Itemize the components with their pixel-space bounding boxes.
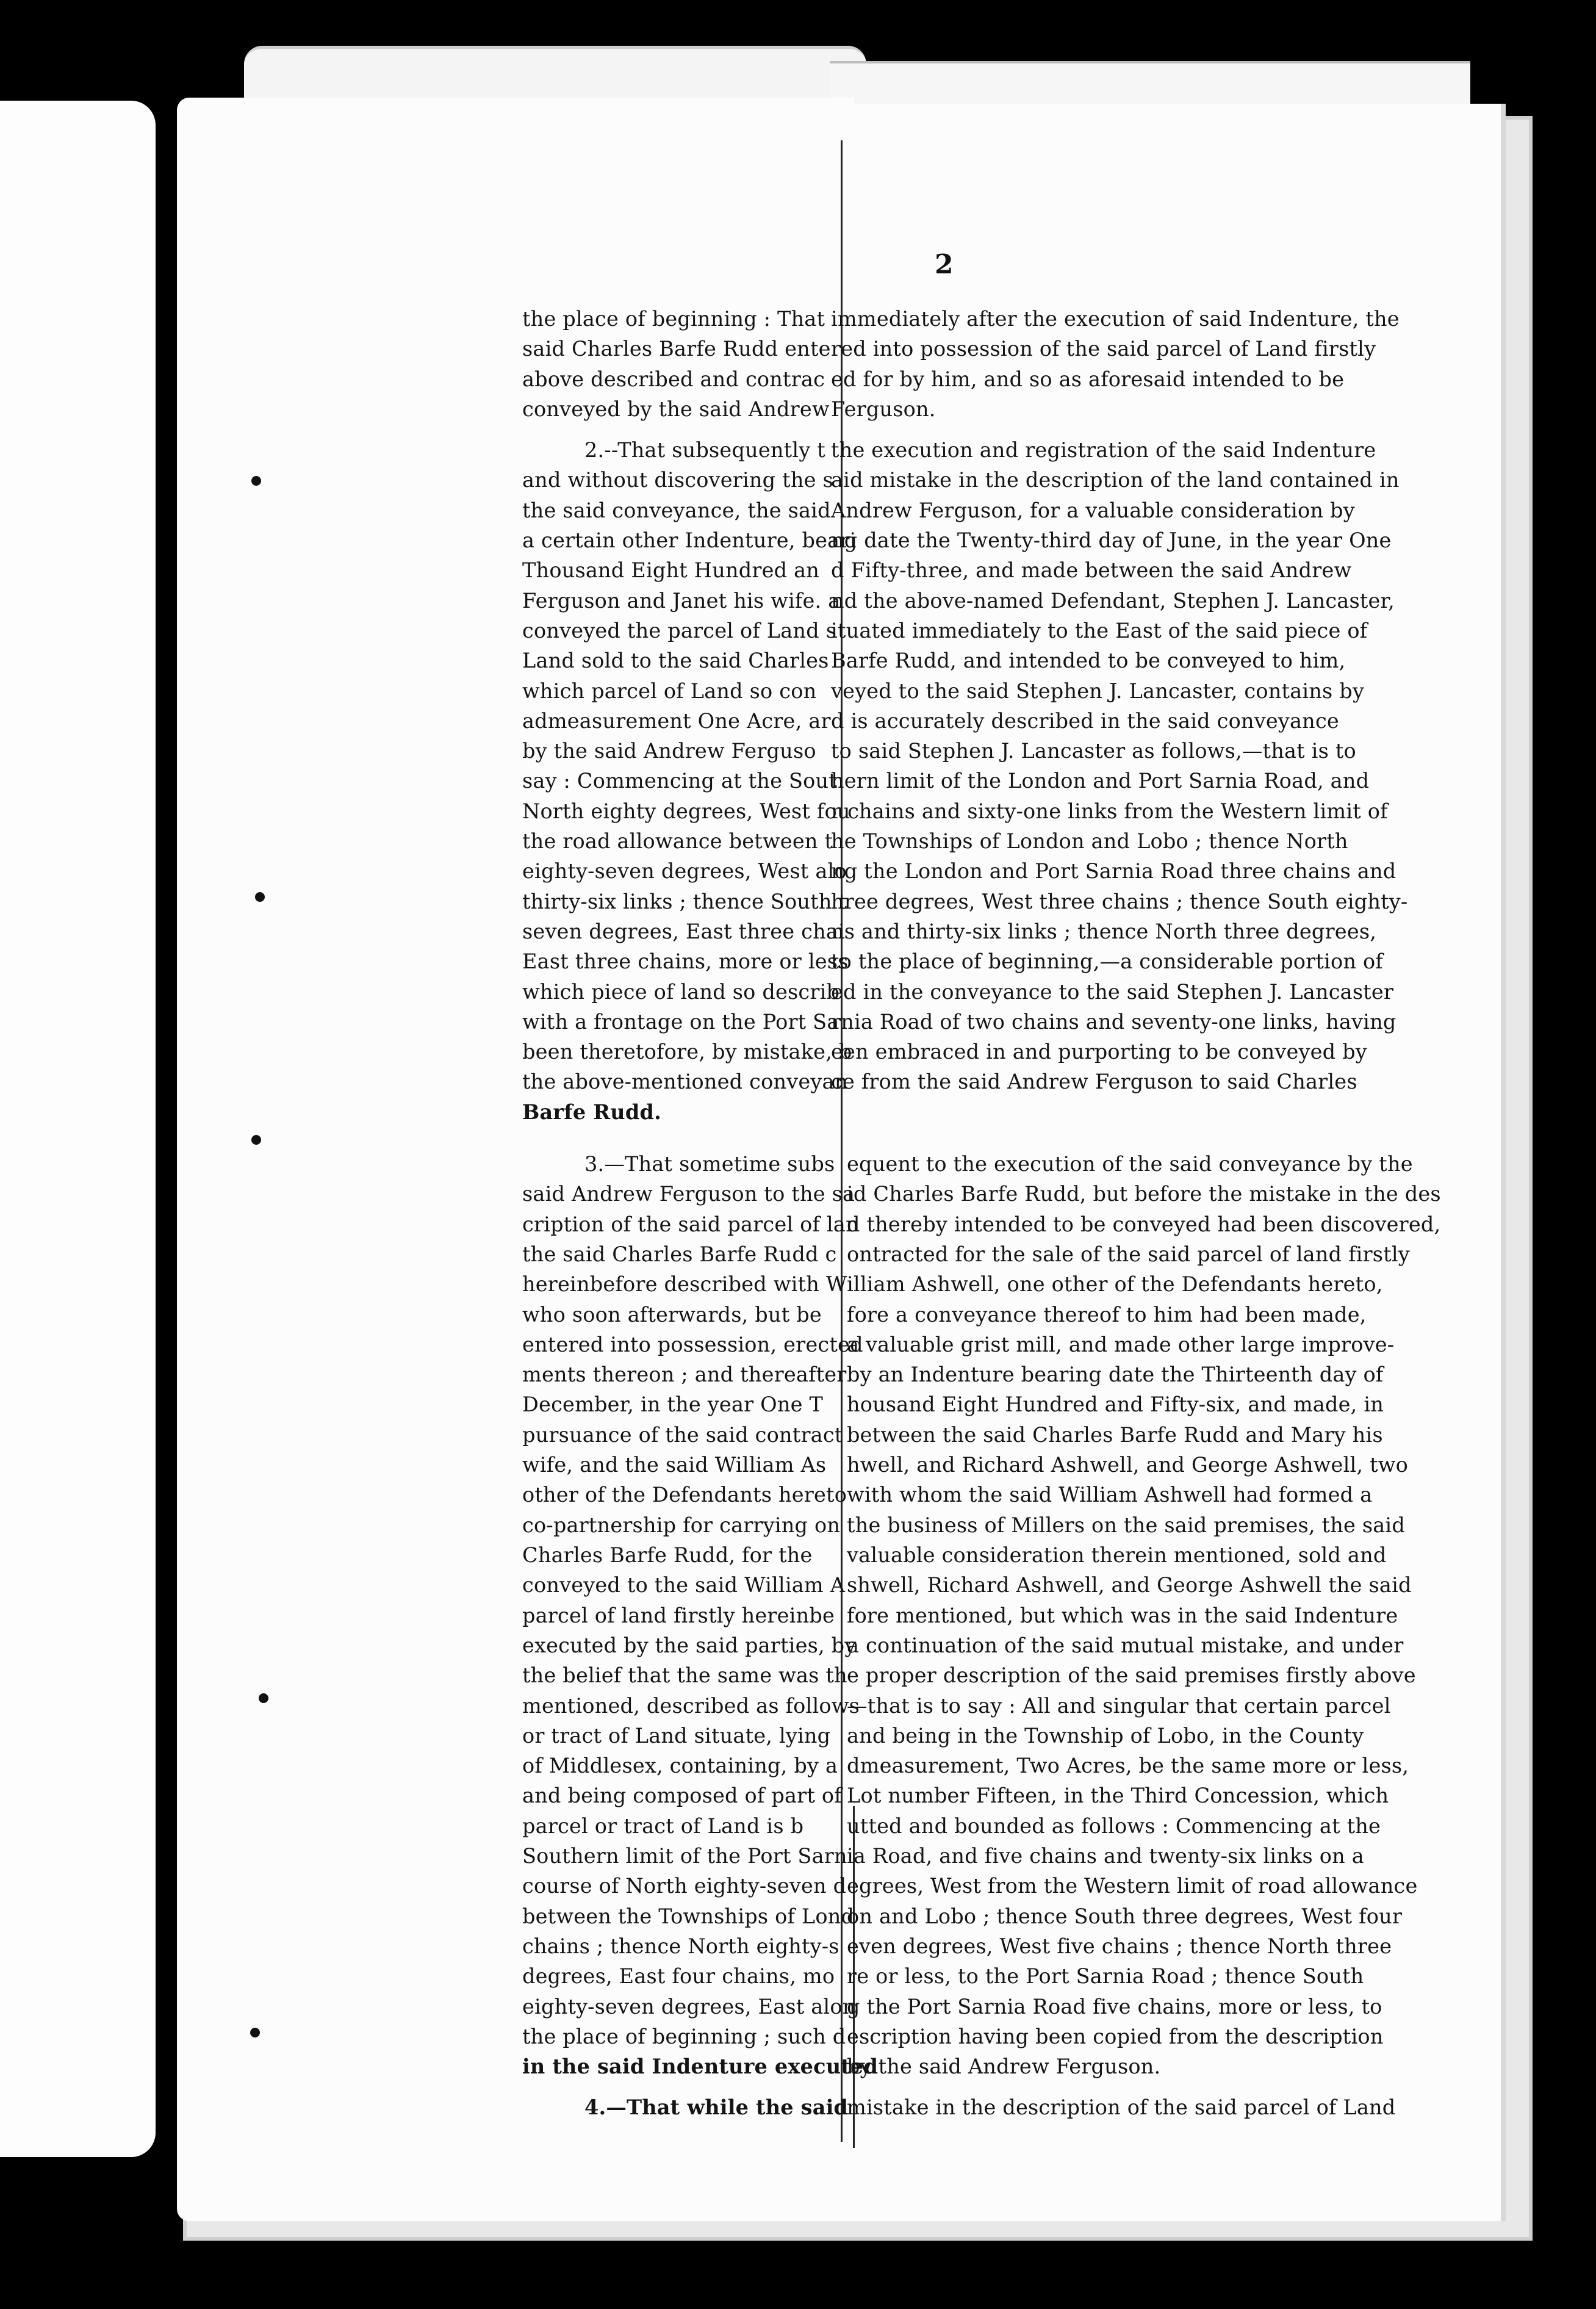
text-line-left-fragment: the belief that the same was th <box>522 1663 847 1687</box>
text-line-right-fragment: ng the London and Port Sarnia Road three chains and <box>831 859 1396 883</box>
text-line-right-fragment: re or less, to the Port Sarnia Road ; thence South <box>847 1964 1364 1988</box>
text-line-right-fragment: a valuable grist mill, and made other large improve- <box>847 1333 1395 1356</box>
text-line-right-fragment: —that is to say : All and singular that certain parcel <box>847 1694 1391 1718</box>
text-line-right-fragment: veyed to the said Stephen J. Lancaster, contains by <box>831 679 1365 703</box>
text-line-left-fragment: cription of the said parcel of lan <box>522 1212 859 1236</box>
text-line-right-fragment: r chains and sixty-one links from the Western limit of <box>831 799 1388 823</box>
binding-hole <box>250 2028 260 2037</box>
text-line-right-fragment: d is accurately described in the said conveyance <box>831 709 1339 733</box>
text-line-right-fragment: red into possession of the said parcel of Land firstly <box>831 337 1376 361</box>
text-line-left-fragment: December, in the year One T <box>522 1392 824 1416</box>
text-line-left-fragment: parcel or tract of Land is b <box>522 1814 804 1838</box>
text-line-right-fragment: hree degrees, West three chains ; thence South eighty- <box>831 890 1408 913</box>
text-line-left-fragment: above described and contrac <box>522 367 825 391</box>
text-line-right-fragment: to said Stephen J. Lancaster as follows,—that is to <box>831 739 1356 763</box>
text-line-right-fragment: by the said Andrew Ferguson. <box>847 2055 1161 2078</box>
text-line-left-fragment: North eighty degrees, West fou <box>522 799 850 823</box>
text-line-left-fragment: and being composed of part of <box>522 1784 842 1807</box>
text-line-right-fragment: a continuation of the said mutual mistake, and under <box>847 1634 1404 1657</box>
text-line-left-fragment: Thousand Eight Hundred an <box>522 558 820 582</box>
text-line-right-fragment: utted and bounded as follows : Commencing at the <box>847 1814 1381 1838</box>
text-line-left-fragment: mentioned, described as follows <box>522 1694 860 1718</box>
text-line-left-fragment: with a frontage on the Port Sa <box>522 1010 839 1034</box>
text-line-right-fragment: on and Lobo ; thence South three degrees, West four <box>847 1904 1403 1928</box>
text-line-left-fragment: course of North eighty-seven d <box>522 1874 847 1898</box>
text-line-left-fragment: admeasurement One Acre, ar <box>522 709 831 733</box>
text-line-right-fragment: e proper description of the said premises firstly above <box>847 1663 1416 1687</box>
text-line-left-fragment: Land sold to the said Charles <box>522 649 829 672</box>
text-line-left-fragment: wife, and the said William As <box>522 1453 827 1477</box>
text-line-right-fragment: and being in the Township of Lobo, in the County <box>847 1724 1364 1748</box>
text-line-right-fragment: nd the above-named Defendant, Stephen J. Lancaster, <box>831 589 1395 613</box>
text-line-right-fragment: with whom the said William Ashwell had formed a <box>847 1483 1373 1507</box>
text-line-right-fragment: d thereby intended to be conveyed had been discovered, <box>847 1212 1441 1236</box>
text-line-left-fragment: pursuance of the said contract <box>522 1423 843 1447</box>
text-line-left-fragment: the place of beginning ; such d <box>522 2025 846 2048</box>
text-line-left-fragment: said Charles Barfe Rudd ente <box>522 337 831 361</box>
text-line-left-fragment: chains ; thence North eighty-s <box>522 1934 839 1958</box>
binding-hole <box>255 892 265 902</box>
text-line-right-fragment: escription having been copied from the description <box>847 2025 1384 2048</box>
binding-hole <box>259 1693 268 1703</box>
text-line-left-fragment: executed by the said parties, by <box>522 1634 857 1657</box>
text-line-left-fragment: which piece of land so describ <box>522 980 840 1004</box>
text-line-right-fragment: shwell, Richard Ashwell, and George Ashwell the said <box>847 1573 1412 1597</box>
text-line-left-fragment: been theretofore, by mistake, b <box>522 1040 852 1064</box>
text-line-right-fragment: ed in the conveyance to the said Stephen J. Lancaster <box>831 980 1394 1004</box>
text-line-left-fragment: degrees, East four chains, mo <box>522 1964 835 1988</box>
text-line-left-fragment: co-partnership for carrying on <box>522 1513 841 1537</box>
text-line-left-fragment: eighty-seven degrees, West alo <box>522 859 847 883</box>
text-line-left-fragment: hereinbefore described with W <box>522 1272 847 1296</box>
text-line-left-fragment: the road allowance between t <box>522 829 833 853</box>
text-line-left-fragment: Ferguson and Janet his wife. a <box>522 589 841 613</box>
text-line-right-fragment: illiam Ashwell, one other of the Defendants hereto, <box>847 1272 1383 1296</box>
text-line-left-fragment: East three chains, more or less <box>522 949 849 973</box>
text-line-left-fragment: of Middlesex, containing, by a <box>522 1754 838 1778</box>
text-line-right-fragment: ns and thirty-six links ; thence North three degrees, <box>831 920 1377 943</box>
text-line-left-fragment: conveyed by the said Andrew <box>522 397 830 421</box>
text-line-left-fragment: said Andrew Ferguson to the sa <box>522 1182 855 1206</box>
text-line-left-fragment: and without discovering the s <box>522 468 833 492</box>
text-line-left-fragment: the said Charles Barfe Rudd c <box>522 1242 837 1266</box>
text-line-left-fragment: the above-mentioned conveyan <box>522 1070 848 1093</box>
text-line-right-fragment: rnia Road of two chains and seventy-one links, having <box>831 1010 1396 1034</box>
text-line-left-fragment: Southern limit of the Port Sarn <box>522 1844 847 1868</box>
text-line-right-fragment: ontracted for the sale of the said parcel of land firstly <box>847 1242 1410 1266</box>
text-line-left-fragment: eighty-seven degrees, East alon <box>522 1995 856 2019</box>
text-line-right-fragment: een embraced in and purporting to be conveyed by <box>831 1040 1367 1064</box>
text-line-right-fragment: ng date the Twenty-third day of June, in the year One <box>831 528 1392 552</box>
text-line-left-fragment: who soon afterwards, but be <box>522 1303 822 1327</box>
text-line-right-fragment: egrees, West from the Western limit of road allowance <box>847 1874 1418 1898</box>
text-line-right-fragment: ituated immediately to the East of the said piece of <box>831 619 1368 643</box>
text-line-right-fragment: fore a conveyance thereof to him had been made, <box>847 1303 1367 1327</box>
adjacent-page-edge <box>0 101 156 2157</box>
text-line-right-fragment: hern limit of the London and Port Sarnia Road, and <box>831 769 1370 793</box>
text-line-left-fragment: 3.—That sometime subs <box>584 1152 835 1176</box>
text-line-left-fragment: parcel of land firstly hereinbe <box>522 1604 835 1627</box>
text-line-left-fragment: entered into possession, erected <box>522 1333 863 1356</box>
text-line-right-fragment: Lot number Fifteen, in the Third Concession, which <box>847 1784 1389 1807</box>
text-line-right-fragment: ed for by him, and so as aforesaid intended to be <box>831 367 1345 391</box>
text-line-right-fragment: the business of Millers on the said premises, the said <box>847 1513 1405 1537</box>
text-line-left-fragment: say : Commencing at the Sout <box>522 769 837 793</box>
text-line-right-fragment: between the said Charles Barfe Rudd and Mary his <box>847 1423 1383 1447</box>
text-line-right-fragment: fore mentioned, but which was in the said Indenture <box>847 1604 1398 1627</box>
text-line-right-fragment: d Fifty-three, and made between the said Andrew <box>831 558 1352 582</box>
text-line-right-fragment: aid mistake in the description of the land contained in <box>831 468 1400 492</box>
text-line-left-fragment: thirty-six links ; thence South t <box>522 890 847 913</box>
text-line-left-fragment: seven degrees, East three chai <box>522 920 845 943</box>
text-line-left-fragment: 2.--That subsequently t <box>584 438 825 462</box>
text-line-left-fragment: by the said Andrew Ferguso <box>522 739 816 763</box>
text-line-right-fragment: g the Port Sarnia Road five chains, more or less, to <box>847 1995 1382 2019</box>
binding-hole <box>251 476 261 486</box>
text-line-right-fragment: he Townships of London and Lobo ; thence North <box>831 829 1348 853</box>
text-line-left-fragment: conveyed to the said William A <box>522 1573 846 1597</box>
text-line-right-fragment: housand Eight Hundred and Fifty-six, and made, in <box>847 1392 1384 1416</box>
text-line-left-fragment: other of the Defendants hereto <box>522 1483 847 1507</box>
text-line-left-fragment: or tract of Land situate, lying <box>522 1724 831 1748</box>
text-line-right-fragment: Andrew Ferguson, for a valuable consideration by <box>831 499 1355 522</box>
text-line-right-fragment: the execution and registration of the said Indenture <box>831 438 1376 462</box>
text-line-left-fragment: ments thereon ; and thereafter <box>522 1363 847 1386</box>
text-line-right-fragment: Barfe Rudd, and intended to be conveyed to him, <box>831 649 1346 672</box>
text-line-right-fragment: valuable consideration therein mentioned, sold and <box>847 1543 1387 1567</box>
text-line-right-fragment: mistake in the description of the said parcel of Land <box>847 2095 1396 2119</box>
text-line-right-fragment: immediately after the execution of said Indenture, the <box>831 307 1400 331</box>
page-number: 2 <box>935 249 954 280</box>
text-line-left-fragment: which parcel of Land so con <box>522 679 817 703</box>
text-line-left-fragment: between the Townships of Lond <box>522 1904 855 1928</box>
text-line-right-fragment: ce from the said Andrew Ferguson to said Charles <box>831 1070 1357 1093</box>
text-line-right-fragment: dmeasurement, Two Acres, be the same more or less, <box>847 1754 1409 1778</box>
text-line-right-fragment: even degrees, West five chains ; thence North three <box>847 1934 1392 1958</box>
text-line-left-fragment: the said conveyance, the said <box>522 499 831 522</box>
text-line-left-fragment: 4.—That while the said <box>584 2095 849 2119</box>
text-line-right-fragment: id Charles Barfe Rudd, but before the mistake in the des <box>847 1182 1441 1206</box>
binding-hole <box>251 1135 261 1145</box>
text-line-right-fragment: equent to the execution of the said conveyance by the <box>847 1152 1413 1176</box>
text-line-right-fragment: hwell, and Richard Ashwell, and George Ashwell, two <box>847 1453 1408 1477</box>
text-line-right-fragment: Ferguson. <box>831 397 936 421</box>
text-line-left-fragment: in the said Indenture executed <box>522 2055 879 2078</box>
text-line-left-fragment: conveyed the parcel of Land s <box>522 619 837 643</box>
text-line-left-fragment: Charles Barfe Rudd, for the <box>522 1543 813 1567</box>
text-line-right-fragment: ia Road, and five chains and twenty-six links on a <box>847 1844 1364 1868</box>
text-line-right-fragment: by an Indenture bearing date the Thirteenth day of <box>847 1363 1384 1386</box>
text-line-left-fragment: Barfe Rudd. <box>522 1100 661 1124</box>
text-line-left-fragment: the place of beginning : That <box>522 307 825 331</box>
text-line-left-fragment: a certain other Indenture, beari <box>522 528 857 552</box>
text-line-right-fragment: to the place of beginning,—a considerable portion of <box>831 949 1383 973</box>
